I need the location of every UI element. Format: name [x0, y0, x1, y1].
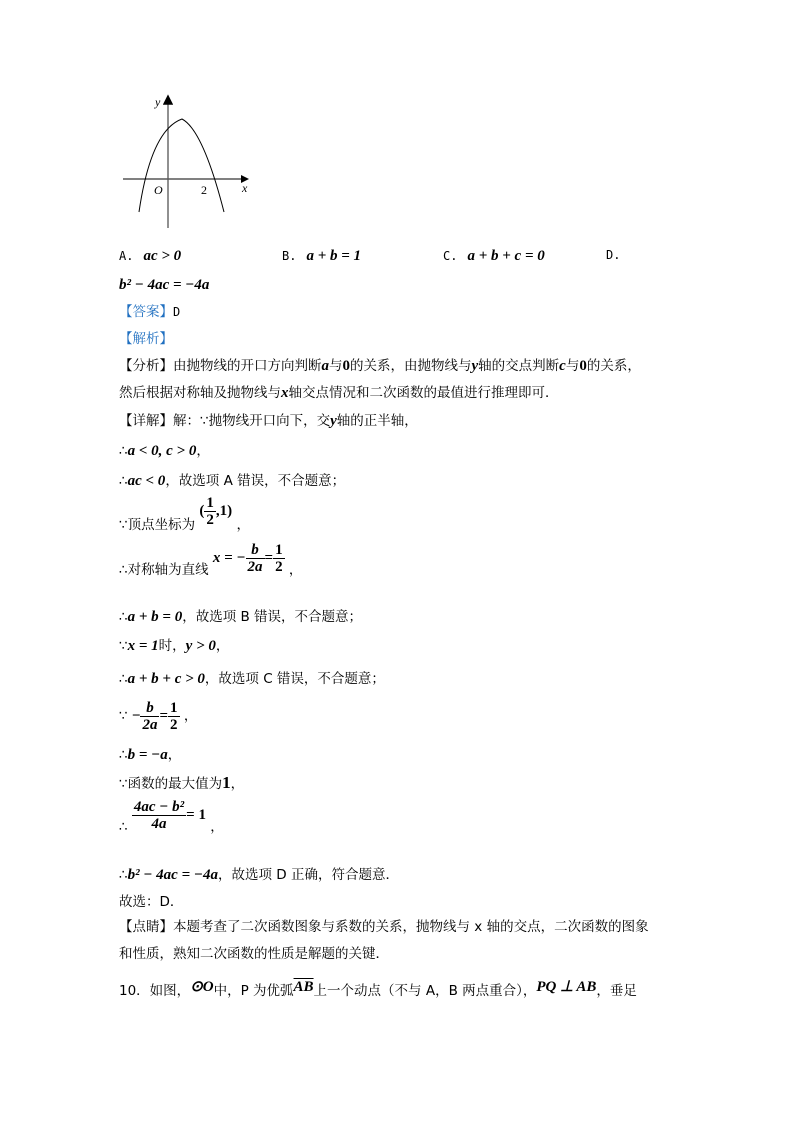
- denominator: 4a: [151, 815, 167, 832]
- text: ，: [183, 708, 198, 724]
- option-d: [606, 248, 620, 262]
- detail-step-13: [119, 866, 399, 884]
- text: 中，P 为优弧: [213, 983, 294, 999]
- denominator: 2: [206, 511, 214, 528]
- text: 轴的交点判断: [478, 358, 560, 374]
- math-expr: ac < 0: [127, 473, 166, 489]
- text: 的关系，由抛物线与: [350, 358, 472, 374]
- fraction: [204, 495, 216, 528]
- math-x: x: [281, 385, 289, 401]
- text: ，: [288, 562, 303, 578]
- denominator: 2a: [142, 716, 158, 733]
- x-axis-label: x: [242, 181, 248, 195]
- text: 与: [565, 358, 580, 374]
- detail-step-9: [119, 698, 197, 734]
- option-b: [282, 248, 361, 265]
- math-expr: b² − 4ac = −4a: [127, 867, 218, 883]
- detail-label: 【详解】: [119, 413, 173, 429]
- max-value-formula: [132, 798, 210, 832]
- text: 然后根据对称轴及抛物线与: [119, 385, 281, 401]
- answer-value: D: [173, 305, 181, 319]
- text: ，: [210, 819, 224, 835]
- math-lhs: x = −: [212, 550, 246, 566]
- conclusion: 故选：D．: [119, 894, 184, 910]
- max-value: 1: [222, 773, 231, 792]
- detail-step-3: [119, 472, 345, 490]
- math-c: c: [559, 358, 566, 374]
- therefore-symbol: ∴: [119, 473, 128, 489]
- because-symbol: ∵: [119, 638, 128, 654]
- because-text: ∵顶点坐标为: [119, 517, 196, 533]
- text: 轴交点情况和二次函数的最值进行推理即可．: [288, 385, 559, 401]
- therefore-symbol: ∴: [119, 867, 128, 883]
- vertex-rest: ,1): [215, 503, 233, 519]
- text: 由抛物线的开口方向判断: [173, 358, 322, 374]
- text: ，故选项 C 错误，不合题意；: [204, 671, 385, 687]
- math-0: 0: [342, 358, 350, 374]
- numerator: 1: [170, 699, 178, 716]
- text: 本题考查了二次函数图象与系数的关系，抛物线与 x 轴的交点，二次函数的图象: [173, 919, 649, 935]
- therefore-symbol: ∴: [119, 443, 128, 459]
- answer-label: 【答案】: [119, 304, 173, 320]
- equals: =: [264, 550, 274, 566]
- detail-step-8: [119, 670, 385, 688]
- rhs: = 1: [186, 807, 206, 823]
- numerator: b: [140, 700, 159, 717]
- minus: −: [131, 708, 141, 724]
- detail-step-5: [119, 541, 303, 588]
- fraction: [132, 799, 186, 832]
- vertex-coord: [199, 494, 236, 528]
- math-expr: y > 0: [185, 638, 216, 654]
- detail-step-4: [119, 494, 250, 542]
- fraction: [140, 700, 159, 733]
- text: 时，: [158, 638, 186, 654]
- text: ，: [196, 443, 210, 459]
- because-symbol: ∵: [119, 708, 128, 724]
- origin-label: O: [154, 183, 163, 197]
- next-question: [119, 979, 637, 1000]
- text: ，故选项 B 错误，不合题意；: [182, 609, 363, 625]
- equals: =: [159, 708, 169, 724]
- numerator: 1: [275, 541, 283, 558]
- text: ，: [167, 747, 182, 763]
- option-c-letter: C.: [443, 249, 458, 263]
- fraction-formula: [131, 699, 184, 733]
- detail-step-6: [119, 608, 362, 626]
- fraction: [168, 700, 180, 733]
- denominator: 2: [275, 558, 283, 575]
- root-label: 2: [201, 183, 207, 197]
- text: ，: [215, 638, 230, 654]
- math-y: y: [471, 358, 479, 374]
- text: ，: [236, 517, 250, 533]
- text: ，垂足: [596, 983, 637, 999]
- answer-line: [119, 303, 180, 321]
- numerator: 1: [206, 494, 214, 511]
- detail-step-1: [119, 412, 418, 430]
- numerator: b: [246, 542, 265, 559]
- fraction: [273, 542, 285, 575]
- fenxi-line-2: [119, 384, 559, 402]
- therefore-symbol: ∴: [119, 819, 128, 835]
- text: 的关系，: [586, 358, 641, 374]
- option-a-letter: A.: [119, 249, 134, 263]
- circle-symbol: ⊙O: [190, 979, 214, 995]
- text: ，故选项 D 正确，符合题意．: [217, 867, 399, 883]
- option-d-expr: b² − 4ac = −4a: [119, 277, 210, 293]
- symmetry-axis-formula: [212, 541, 289, 575]
- text: 与: [329, 358, 343, 374]
- text: ∴对称轴为直线: [119, 562, 209, 578]
- math-expr: x = 1: [127, 638, 159, 654]
- y-axis-label: y: [155, 95, 161, 109]
- fenxi-line-1: [119, 357, 641, 375]
- text: ，故选项 A 错误，不合题意；: [165, 473, 346, 489]
- option-a-expr: ac > 0: [143, 248, 182, 264]
- therefore-symbol: ∴: [119, 671, 128, 687]
- option-b-expr: a + b = 1: [306, 248, 362, 264]
- denominator: 2a: [247, 558, 263, 575]
- text: ，: [230, 776, 245, 792]
- arc-ab: $\overline{AB}$: [293, 979, 314, 995]
- math-expr: a < 0, c > 0: [127, 443, 197, 459]
- detail-step-12: [119, 798, 224, 846]
- therefore-symbol: ∴: [119, 609, 128, 625]
- text: 10．如图，: [119, 983, 191, 999]
- math-a: a: [321, 358, 329, 374]
- math-expr: a + b = 0: [127, 609, 183, 625]
- option-a: [119, 248, 181, 265]
- fraction: [246, 542, 265, 575]
- detail-step-7: [119, 637, 229, 655]
- parabola-figure: [115, 90, 260, 235]
- option-b-letter: B.: [282, 249, 297, 263]
- perpendicular-expr: PQ ⊥ AB: [536, 979, 597, 995]
- comment-label: 【点睛】: [119, 919, 173, 935]
- option-c-expr: a + b + c = 0: [467, 248, 545, 264]
- analysis-label: 【解析】: [119, 331, 173, 347]
- math-y: y: [330, 413, 337, 429]
- parabola-curve: [139, 119, 224, 212]
- math-expr: a + b + c > 0: [127, 671, 205, 687]
- text: 上一个动点（不与 A，B 两点重合），: [313, 983, 537, 999]
- math-0: 0: [579, 358, 587, 374]
- option-c: [443, 248, 545, 265]
- comment-line-1: [119, 918, 649, 936]
- math-expr: b = −a: [127, 747, 168, 763]
- fenxi-label: 【分析】: [119, 358, 173, 374]
- detail-step-2: [119, 442, 210, 460]
- detail-step-10: [119, 746, 181, 764]
- option-d-letter: D.: [606, 248, 621, 262]
- paren: (: [199, 503, 205, 519]
- numerator: 4ac − b²: [133, 798, 185, 815]
- text: ∵函数的最大值为: [119, 776, 223, 792]
- text: 解：∵抛物线开口向下，交: [173, 413, 331, 429]
- text: 轴的正半轴，: [336, 413, 418, 429]
- therefore-symbol: ∴: [119, 747, 128, 763]
- denominator: 2: [170, 716, 178, 733]
- comment-line-2: 和性质，熟知二次函数的性质是解题的关键．: [119, 946, 389, 962]
- detail-step-11: [119, 774, 244, 793]
